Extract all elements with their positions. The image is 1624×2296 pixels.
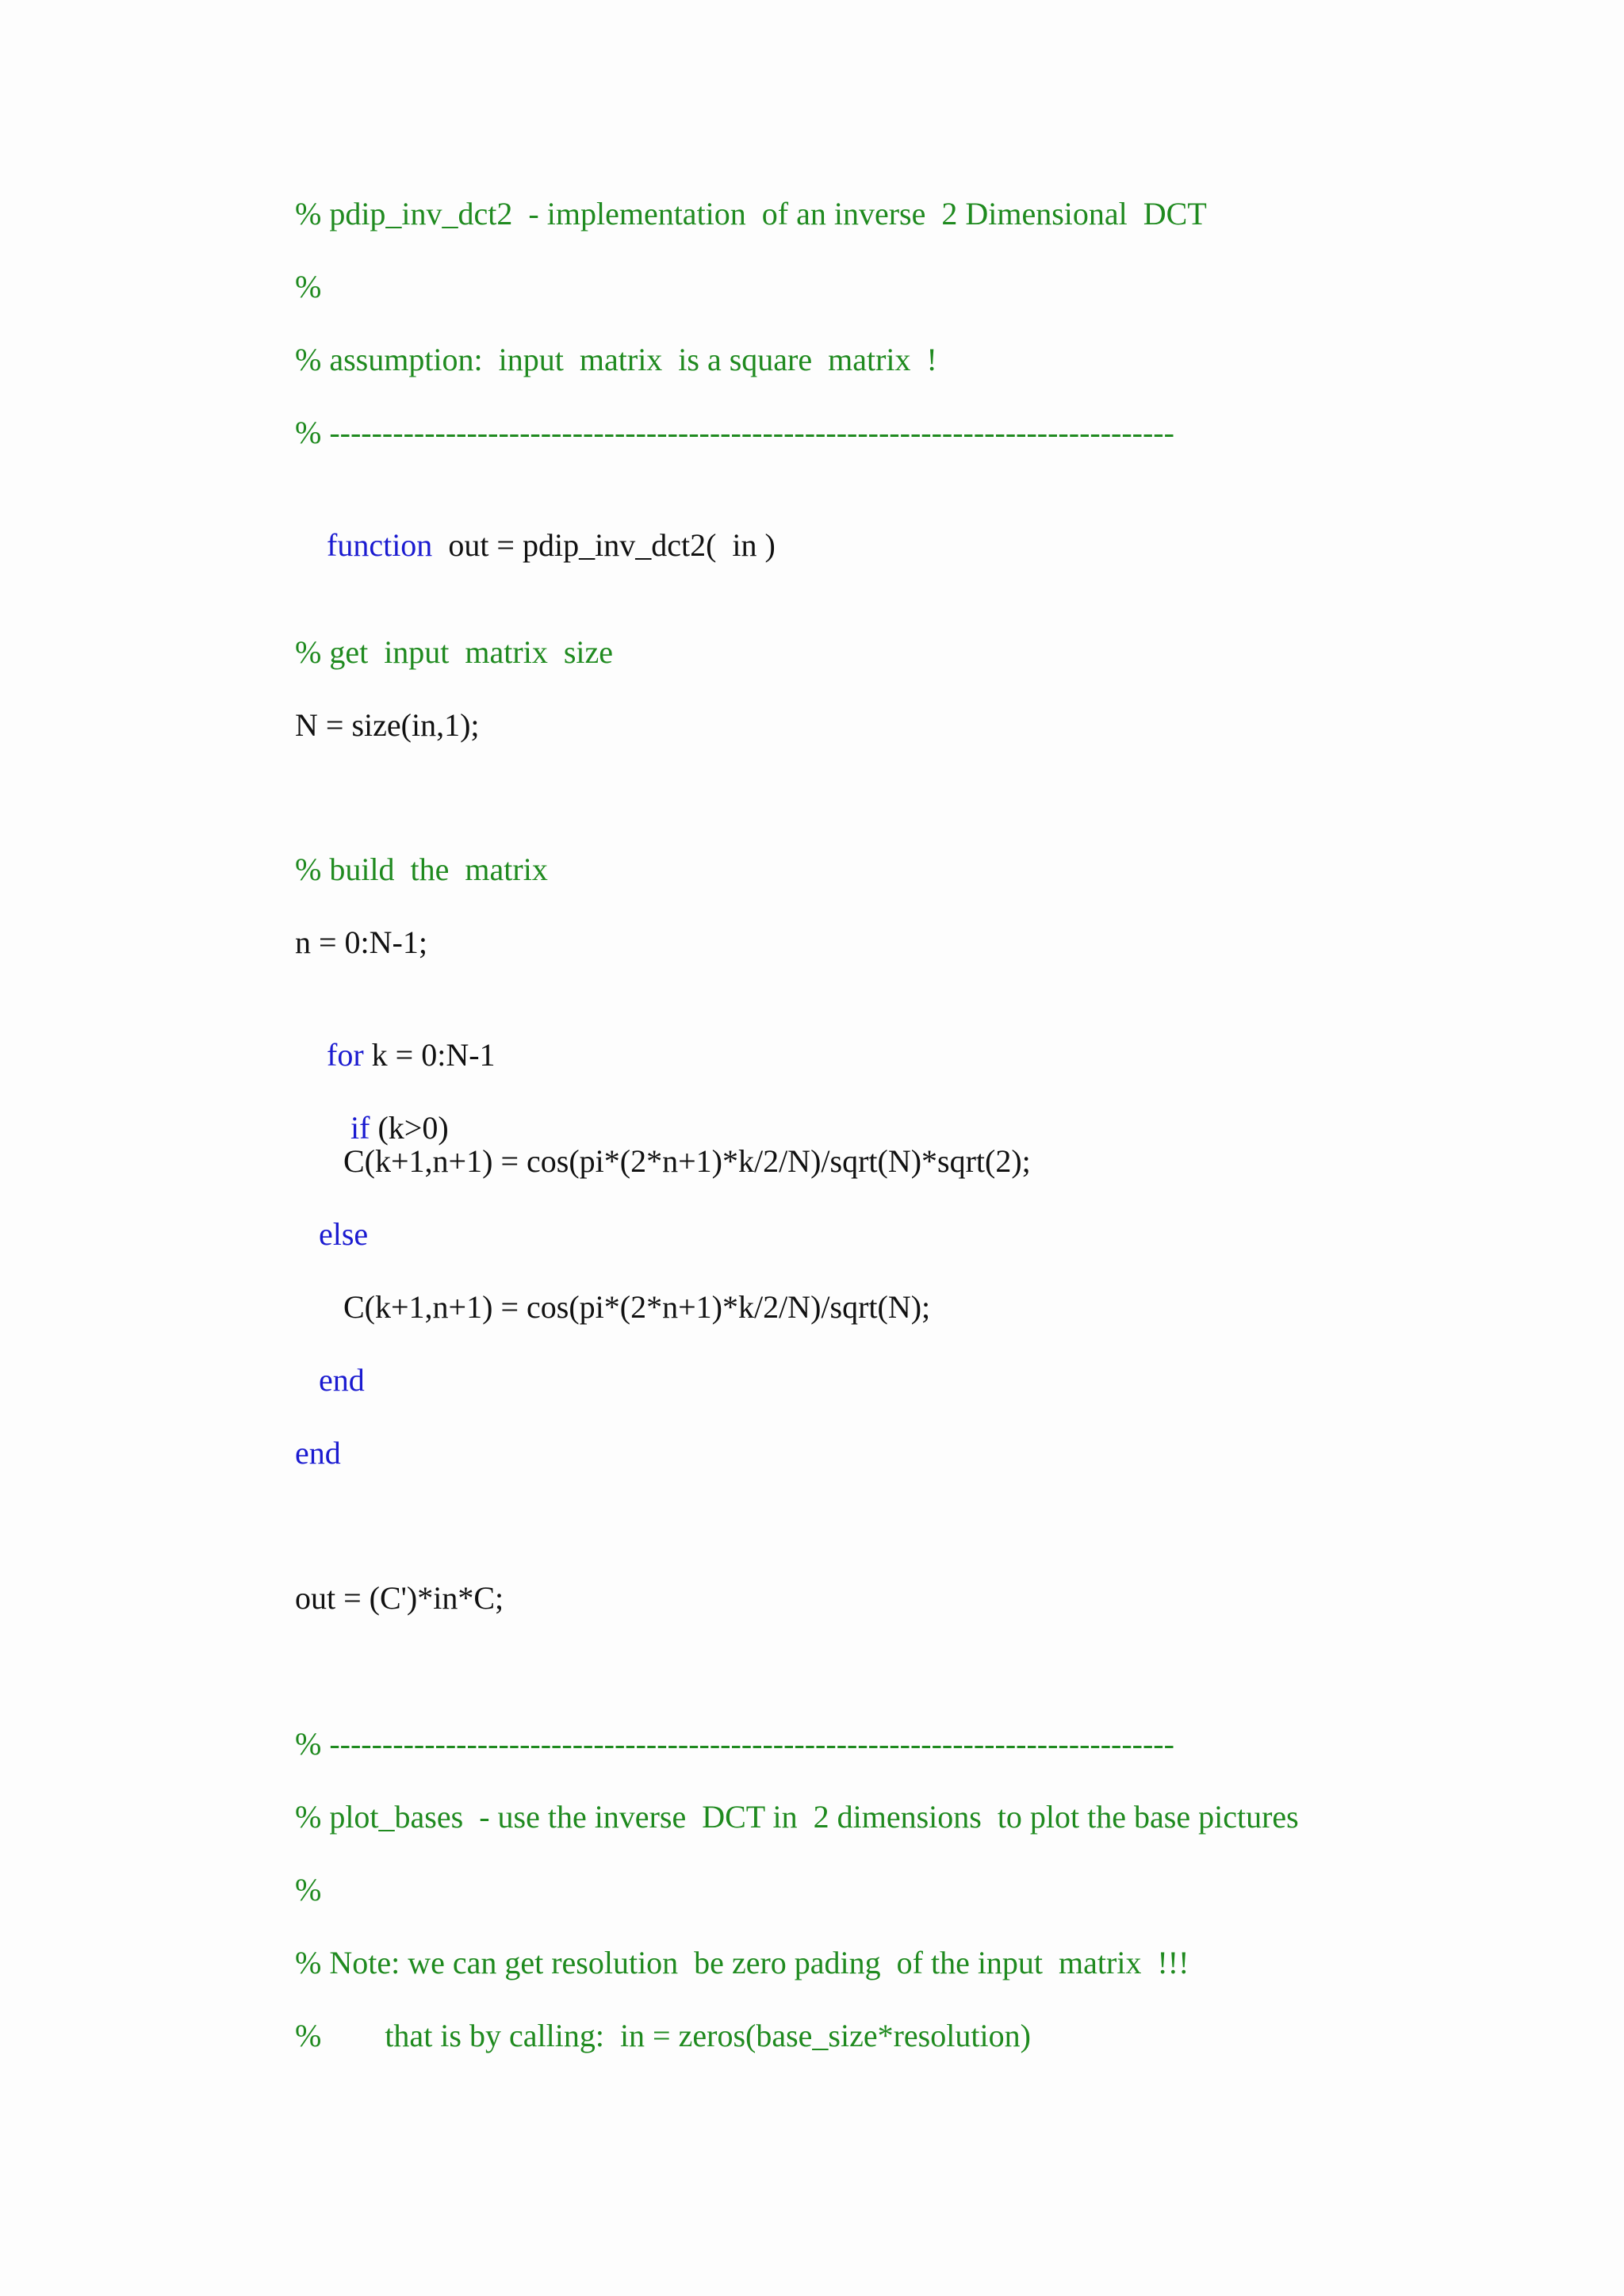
code-line: n = 0:N-1; (295, 924, 427, 960)
keyword-end: end (319, 1362, 365, 1398)
comment-line: % get input matrix size (295, 634, 614, 670)
code-line: C(k+1,n+1) = cos(pi*(2*n+1)*k/2/N)/sqrt(N)*sqrt(2); (343, 1143, 1031, 1179)
code-line: N = size(in,1); (295, 707, 480, 743)
comment-line: % build the matrix (295, 851, 548, 887)
keyword-if: if (350, 1110, 370, 1146)
assumption-comment-line: % assumption: input matrix is a square matrix ! (295, 342, 937, 377)
comment-line: % (295, 1872, 322, 1908)
keyword-end: end (295, 1435, 341, 1471)
keyword-function: function (327, 527, 433, 563)
code-line: out = (C')*in*C; (295, 1580, 504, 1616)
keyword-for: for (327, 1037, 364, 1073)
comment-line: % (295, 269, 322, 304)
comment-line: % that is by calling: in = zeros(base_size*resolution) (295, 2018, 1031, 2053)
code-text: out = pdip_inv_dct2( in ) (432, 527, 776, 563)
code-line: C(k+1,n+1) = cos(pi*(2*n+1)*k/2/N)/sqrt(N); (343, 1289, 931, 1325)
header-comment-line: % pdip_inv_dct2 - implementation of an inverse 2 Dimensional DCT (295, 196, 1207, 232)
separator-line: % -------------------------------------------------------------------------------- (295, 415, 1174, 450)
note-comment-line: % Note: we can get resolution be zero pading of the input matrix !!! (295, 1945, 1189, 1980)
keyword-else: else (319, 1216, 369, 1252)
code-text: (k>0) (370, 1110, 449, 1146)
function-definition-line (295, 486, 776, 605)
separator-line: % -------------------------------------------------------------------------------- (295, 1726, 1174, 1762)
code-text: k = 0:N-1 (363, 1037, 496, 1073)
plot-bases-comment-line: % plot_bases - use the inverse DCT in 2 dimensions to plot the base pictures (295, 1799, 1299, 1835)
